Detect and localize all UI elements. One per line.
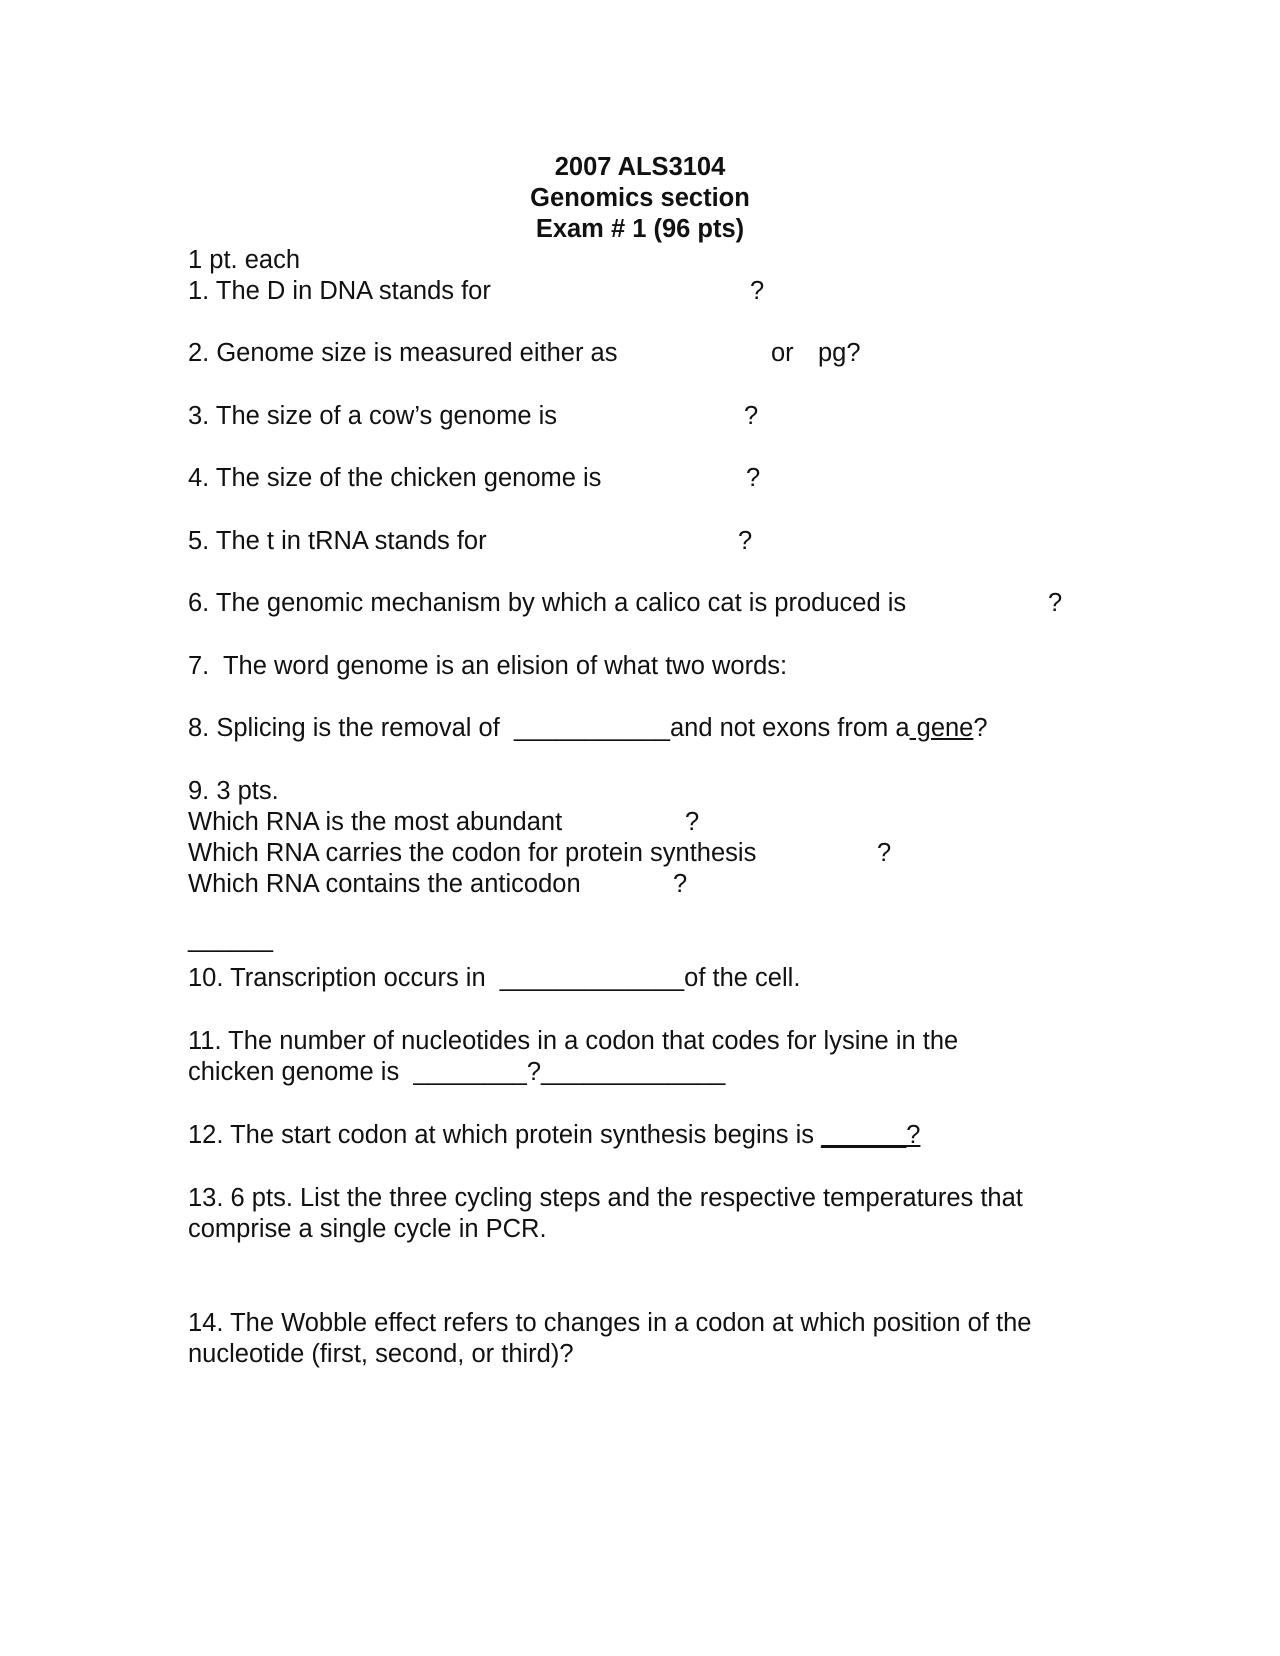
- question-7: 7. The word genome is an elision of what two words:: [188, 652, 788, 680]
- question-8-underlined-word: gene: [909, 714, 974, 742]
- question-9c: Which RNA contains the anticodon: [188, 870, 581, 898]
- question-10: 10. Transcription occurs in _____________of the cell.: [188, 964, 801, 992]
- question-12: [188, 1120, 920, 1151]
- exam-title: Exam # 1 (96 pts): [535, 215, 745, 243]
- question-13-line2: comprise a single cycle in PCR.: [188, 1215, 547, 1243]
- question-8-end: ?: [973, 714, 988, 742]
- question-12-answer-blank: ______?: [821, 1121, 921, 1149]
- question-5-mark: ?: [738, 527, 753, 555]
- question-9-blank: ______: [188, 925, 274, 953]
- exam-section: Genomics section: [530, 184, 750, 212]
- question-6: 6. The genomic mechanism by which a calico cat is produced is: [188, 589, 907, 617]
- question-8: [188, 713, 988, 744]
- question-4-mark: ?: [746, 464, 761, 492]
- question-8-text: 8. Splicing is the removal of ___________and not exons from a: [188, 714, 910, 742]
- question-2-end: pg?: [818, 339, 861, 367]
- question-6-mark: ?: [1048, 589, 1063, 617]
- question-9c-mark: ?: [673, 870, 688, 898]
- question-14-line1: 14. The Wobble effect refers to changes in a codon at which position of the: [188, 1309, 1032, 1337]
- question-12-text: 12. The start codon at which protein synthesis begins is: [188, 1121, 815, 1149]
- question-11-line2: chicken genome is ________?_____________: [188, 1058, 726, 1086]
- points-note: 1 pt. each: [188, 246, 300, 274]
- question-9-header: 9. 3 pts.: [188, 777, 279, 805]
- question-11-line1: 11. The number of nucleotides in a codon that codes for lysine in the: [188, 1027, 959, 1055]
- question-3-mark: ?: [744, 402, 759, 430]
- question-1: 1. The D in DNA stands for: [188, 277, 491, 305]
- exam-year-course: 2007 ALS3104: [554, 153, 726, 181]
- question-5: 5. The t in tRNA stands for: [188, 527, 487, 555]
- question-1-mark: ?: [750, 277, 765, 305]
- question-4: 4. The size of the chicken genome is: [188, 464, 602, 492]
- question-13-line1: 13. 6 pts. List the three cycling steps and the respective temperatures that: [188, 1184, 1023, 1212]
- question-14-line2: nucleotide (first, second, or third)?: [188, 1340, 574, 1368]
- question-3: 3. The size of a cow’s genome is: [188, 402, 558, 430]
- question-9a-mark: ?: [685, 808, 700, 836]
- question-2-or: or: [771, 339, 794, 367]
- question-2: 2. Genome size is measured either as: [188, 339, 618, 367]
- question-9a: Which RNA is the most abundant: [188, 808, 563, 836]
- question-9b-mark: ?: [877, 839, 892, 867]
- question-9b: Which RNA carries the codon for protein synthesis: [188, 839, 757, 867]
